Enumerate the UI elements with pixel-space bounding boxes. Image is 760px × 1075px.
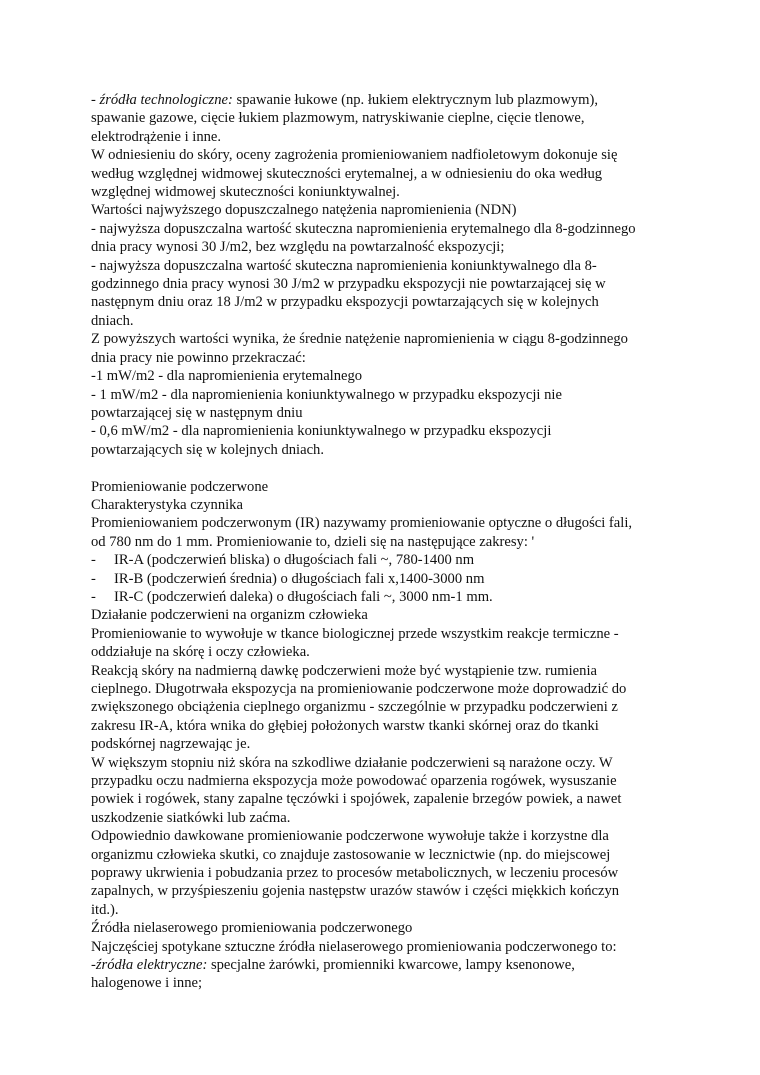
text-segment: - najwyższa dopuszczalna wartość skuteczna napromienienia erytemalnego dla 8-godzinnego [91, 220, 636, 237]
text-line [91, 938, 677, 956]
text-segment: Działanie podczerwieni na organizm człowieka [91, 607, 368, 624]
text-line [91, 754, 677, 772]
text-segment: powtarzających się w kolejnych dniach. [91, 441, 325, 458]
text-line [91, 257, 677, 275]
text-line [91, 717, 677, 735]
text-segment: dnia pracy wynosi 30 J/m2, bez względu na powtarzalność ekspozycji; [91, 239, 505, 256]
text-line [91, 735, 677, 753]
text-segment: Promieniowanie podczerwone [91, 478, 269, 495]
list-bullet-dash: - [91, 570, 96, 587]
text-segment: Źródła nielaserowego promieniowania podczerwonego [91, 920, 413, 937]
text-line [91, 404, 677, 422]
list-item [91, 570, 677, 588]
text-line [91, 128, 677, 146]
text-segment: W odniesieniu do skóry, oceny zagrożenia promieniowaniem nadfioletowym dokonuje się [91, 147, 618, 164]
list-item [91, 551, 677, 569]
text-segment: zakresu IR-A, która wnika do głębiej położonych warstw tkanki skórnej oraz do tkanki [91, 717, 599, 734]
text-line [91, 275, 677, 293]
text-line [91, 146, 677, 164]
list-item-text: IR-A (podczerwień bliska) o długościach fali ~, 780-1400 nm [114, 552, 475, 569]
text-line [91, 901, 677, 919]
text-segment: podskórnej nagrzewając je. [91, 736, 251, 753]
text-segment: Promieniowanie to wywołuje w tkance biologicznej przede wszystkim reakcje termiczne - [91, 625, 619, 642]
text-line [91, 625, 677, 643]
text-segment: Charakterystyka czynnika [91, 496, 243, 513]
text-segment: W większym stopniu niż skóra na szkodliwe działanie podczerwieni są narażone oczy. W [91, 754, 613, 771]
text-line [91, 422, 677, 440]
text-line [91, 165, 677, 183]
text-segment: elektrodrążenie i inne. [91, 128, 222, 145]
text-line [91, 680, 677, 698]
text-segment: według względnej widmowej skuteczności erytemalnej, a w odniesieniu do oka według [91, 165, 603, 182]
text-line [91, 698, 677, 716]
text-segment: - 0,6 mW/m2 - dla napromienienia koniunktywalnego w przypadku ekspozycji [91, 423, 552, 440]
list-bullet-dash: - [91, 588, 96, 605]
text-segment: cieplnego. Długotrwała ekspozycja na promieniowanie podczerwone może doprowadzić do [91, 680, 627, 697]
text-segment: od 780 nm do 1 mm. Promieniowanie to, dzieli się na następujące zakresy: ' [91, 533, 535, 550]
text-line [91, 293, 677, 311]
text-line [91, 514, 677, 532]
text-segment: organizmu człowieka skutki, co znajduje zastosowanie w lecznictwie (np. do miejscowej [91, 846, 611, 863]
text-segment: zapalnych, w przyśpieszeniu gojenia następstw urazów stawów i części miękkich kończyn [91, 883, 620, 900]
text-segment: - [91, 92, 100, 108]
text-line [91, 864, 677, 882]
text-segment: Odpowiednio dawkowane promieniowanie podczerwone wywołuje także i korzystne dla [91, 828, 609, 845]
text-line [91, 91, 677, 109]
text-line [91, 919, 677, 937]
text-line [91, 183, 677, 201]
text-segment: dnia pracy nie powinno przekraczać: [91, 349, 306, 366]
text-segment: Wartości najwyższego dopuszczalnego natężenia napromienienia (NDN) [91, 202, 517, 219]
text-line [91, 367, 677, 385]
document-page [91, 91, 677, 993]
text-line [91, 478, 677, 496]
text-segment: Promieniowaniem podczerwonym (IR) nazywamy promieniowanie optyczne o długości fali, [91, 515, 633, 532]
list-bullet-dash: - [91, 552, 96, 569]
text-segment: powtarzającej się w następnym dniu [91, 404, 303, 421]
text-segment: - 1 mW/m2 - dla napromienienia koniunktywalnego w przypadku ekspozycji nie [91, 386, 562, 403]
text-line [91, 349, 677, 367]
text-segment: dniach. [91, 312, 134, 329]
text-line [91, 496, 677, 514]
text-line [91, 956, 677, 974]
text-line [91, 606, 677, 624]
italic-text-segment: -źródła elektryczne: [91, 957, 208, 974]
text-segment: Reakcją skóry na nadmierną dawkę podczerwieni może być wystąpienie tzw. rumienia [91, 662, 597, 679]
text-segment: przypadku oczu nadmierna ekspozycja może powodować oparzenia rogówek, wysuszanie [91, 773, 617, 790]
text-line [91, 441, 677, 459]
text-line [91, 330, 677, 348]
text-line [91, 312, 677, 330]
blank-line [91, 459, 677, 477]
text-segment: Z powyższych wartości wynika, że średnie natężenie napromienienia w ciągu 8-godzinnego [91, 331, 628, 348]
text-line [91, 846, 677, 864]
text-segment: - najwyższa dopuszczalna wartość skuteczna napromienienia koniunktywalnego dla 8- [91, 257, 597, 274]
text-segment: oddziałuje na skórę i oczy człowieka. [91, 644, 310, 661]
text-line [91, 533, 677, 551]
text-segment: spawanie łukowe (np. łukiem elektrycznym lub plazmowym), [232, 92, 599, 108]
text-segment: halogenowe i inne; [91, 975, 203, 992]
text-segment: poprawy ukrwienia i pobudzania przez to procesów metabolicznych, w leczeniu procesów [91, 865, 619, 882]
text-line [91, 643, 677, 661]
text-segment: spawanie gazowe, cięcie łukiem plazmowym, natryskiwanie cieplne, cięcie tlenowe, [91, 110, 585, 127]
text-line [91, 109, 677, 127]
text-line [91, 827, 677, 845]
text-segment: itd.). [91, 901, 119, 918]
list-item-text: IR-B (podczerwień średnia) o długościach fali x,1400-3000 nm [114, 570, 485, 587]
text-line [91, 974, 677, 992]
text-segment: Najczęściej spotykane sztuczne źródła nielaserowego promieniowania podczerwonego to: [91, 938, 617, 955]
text-segment: względnej widmowej skuteczności koniunktywalnej. [91, 184, 400, 201]
list-item [91, 588, 677, 606]
text-line [91, 882, 677, 900]
text-line [91, 772, 677, 790]
text-line [91, 386, 677, 404]
text-segment: zwiększonego obciążenia cieplnego organizmu - szczególnie w przypadku podczerwieni z [91, 699, 618, 716]
text-segment: specjalne żarówki, promienniki kwarcowe, lampy ksenonowe, [207, 957, 575, 974]
text-line [91, 809, 677, 827]
list-item-text: IR-C (podczerwień daleka) o długościach fali ~, 3000 nm-1 mm. [114, 588, 493, 605]
text-line [91, 201, 677, 219]
text-segment: godzinnego dnia pracy wynosi 30 J/m2 w przypadku ekspozycji nie powtarzającej się w [91, 276, 606, 293]
text-segment: uszkodzenie siatkówki lub zaćma. [91, 809, 291, 826]
text-segment: powiek i rogówek, stany zapalne tęczówki i spojówek, zapalenie brzegów powiek, a nawet [91, 791, 622, 808]
text-line [91, 790, 677, 808]
text-line [91, 220, 677, 238]
text-segment: -1 mW/m2 - dla napromienienia erytemalnego [91, 368, 363, 385]
text-line [91, 238, 677, 256]
text-line [91, 662, 677, 680]
text-segment: następnym dniu oraz 18 J/m2 w przypadku ekspozycji powtarzających się w kolejnych [91, 294, 599, 311]
italic-text-segment: źródła technologiczne: [99, 92, 233, 108]
